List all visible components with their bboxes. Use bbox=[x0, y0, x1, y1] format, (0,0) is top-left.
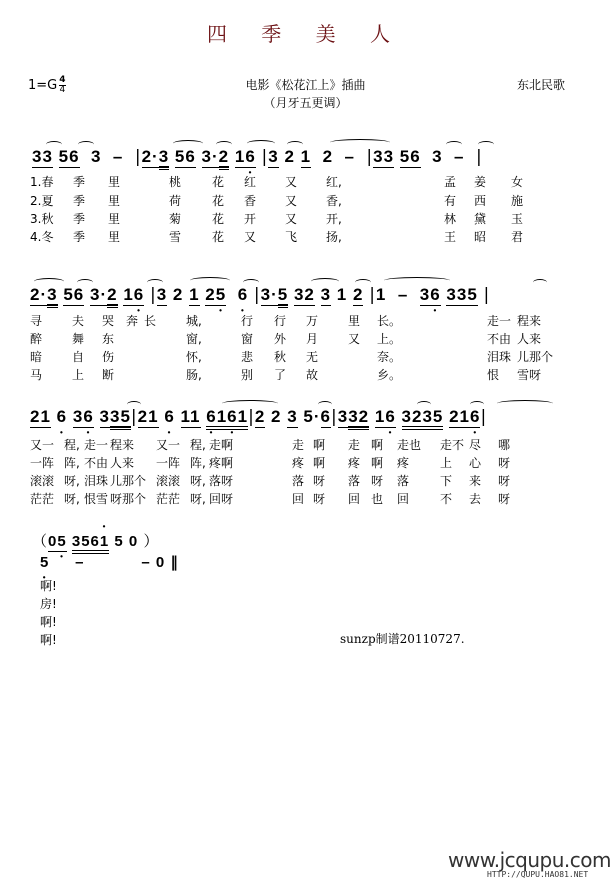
song-title: 四 季 美 人 bbox=[206, 22, 405, 46]
notation-line-2: 2·3 56 3·2 16 • |3 2 1 25 • 6 • |3·5 32 3 1 2 |1 – 36 • 335 | bbox=[30, 285, 490, 305]
watermark-main: www.jcqupu.com bbox=[448, 848, 611, 872]
tune-name: （月牙五更调） bbox=[263, 96, 348, 110]
notation-line-3: 21 6 • 36 • 335|21 6 • 11 6 •16 •1|2 2 3 5·6|332 16 • 3235 216 •| bbox=[30, 407, 487, 427]
subtitle: 电影《松花江上》插曲 bbox=[245, 78, 366, 92]
watermark-sub: HTTP://QUPU.HAO81.NET bbox=[487, 870, 589, 879]
notation-line-1: 33 56 3 – |2·3 56 3·2 16 • |3 2 1 2 – |33 56 3 – | bbox=[32, 147, 483, 167]
time-signature: $\frac{4}{4}$ bbox=[59, 75, 66, 95]
key-label: 1=G bbox=[28, 78, 58, 93]
transcriber-credit: sunzp制谱20110727. bbox=[340, 632, 465, 646]
notation-interlude: （05 • 356• 1 5 0 ） bbox=[32, 530, 159, 551]
notation-ending: 5 • – – 0 ‖ bbox=[40, 553, 179, 571]
origin-label: 东北民歌 bbox=[517, 78, 566, 92]
